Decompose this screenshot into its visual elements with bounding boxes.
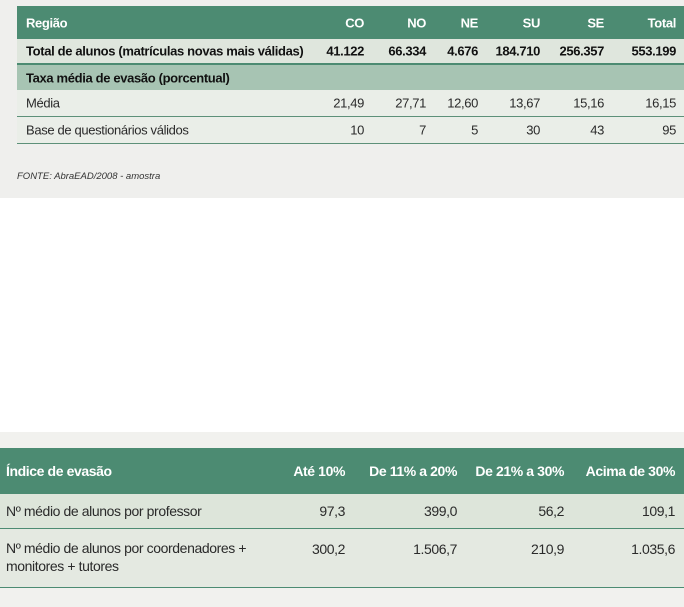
- row-label: Média: [26, 95, 60, 111]
- table-row: [17, 90, 684, 117]
- table-cell: 13,67: [509, 95, 540, 111]
- table-row: [0, 529, 684, 588]
- table-cell: 16,15: [645, 95, 676, 111]
- header-cell-su: SU: [522, 15, 540, 30]
- row-label: Total de alunos (matrículas novas mais válidas): [26, 43, 304, 59]
- table-cell: 553.199: [631, 43, 676, 59]
- source-note: FONTE: AbraEAD/2008 - amostra: [17, 171, 161, 182]
- header-cell-regiao: Região: [26, 15, 68, 30]
- table-cell: 15,16: [573, 95, 604, 111]
- table-cell: 210,9: [530, 541, 564, 557]
- total-students-row: [17, 39, 684, 65]
- table-cell: 184.710: [495, 43, 540, 59]
- header-cell-acima-30: Acima de 30%: [585, 463, 675, 479]
- table-cell: 4.676: [447, 43, 478, 59]
- header-cell-21-30: De 21% a 30%: [475, 463, 564, 479]
- row-label: Nº médio de alunos por professor: [6, 503, 202, 519]
- table-cell: 41.122: [326, 43, 364, 59]
- table-header-row: [17, 6, 684, 39]
- table-row: [17, 117, 684, 144]
- table-cell: 43: [590, 122, 604, 138]
- table-cell: 95: [662, 122, 676, 138]
- header-cell-no: NO: [407, 15, 426, 30]
- table-cell: 256.357: [559, 43, 604, 59]
- table-cell: 56,2: [538, 503, 564, 519]
- table-cell: 10: [350, 122, 364, 138]
- table-cell: 1.035,6: [631, 541, 675, 557]
- table-cell: 300,2: [311, 541, 345, 557]
- section-header-row: [17, 65, 684, 90]
- row-label: Base de questionários válidos: [26, 122, 189, 138]
- table-row: [0, 494, 684, 529]
- table-cell: 30: [526, 122, 540, 138]
- table-cell: 66.334: [388, 43, 426, 59]
- evasion-by-region-table: [17, 6, 684, 144]
- table-cell: 399,0: [423, 503, 457, 519]
- table-cell: 109,1: [641, 503, 675, 519]
- header-cell-total: Total: [647, 15, 676, 30]
- header-cell-indice: Índice de evasão: [6, 463, 112, 479]
- header-cell-ate-10: Até 10%: [293, 463, 345, 479]
- section-label: Taxa média de evasão (porcentual): [26, 70, 230, 85]
- table-cell: 97,3: [319, 503, 345, 519]
- table-cell: 7: [419, 122, 426, 138]
- table-cell: 5: [471, 122, 478, 138]
- table-header-row: [0, 448, 684, 494]
- header-cell-se: SE: [587, 15, 604, 30]
- table-cell: 27,71: [395, 95, 426, 111]
- table-cell: 12,60: [447, 95, 478, 111]
- table-cell: 1.506,7: [413, 541, 457, 557]
- header-cell-11-20: De 11% a 20%: [369, 463, 457, 479]
- row-label: Nº médio de alunos por coordenadores + monitores + tutores: [6, 540, 247, 574]
- header-cell-ne: NE: [460, 15, 478, 30]
- table-cell: 21,49: [333, 95, 364, 111]
- header-cell-co: CO: [345, 15, 364, 30]
- evasion-index-table: [0, 448, 684, 588]
